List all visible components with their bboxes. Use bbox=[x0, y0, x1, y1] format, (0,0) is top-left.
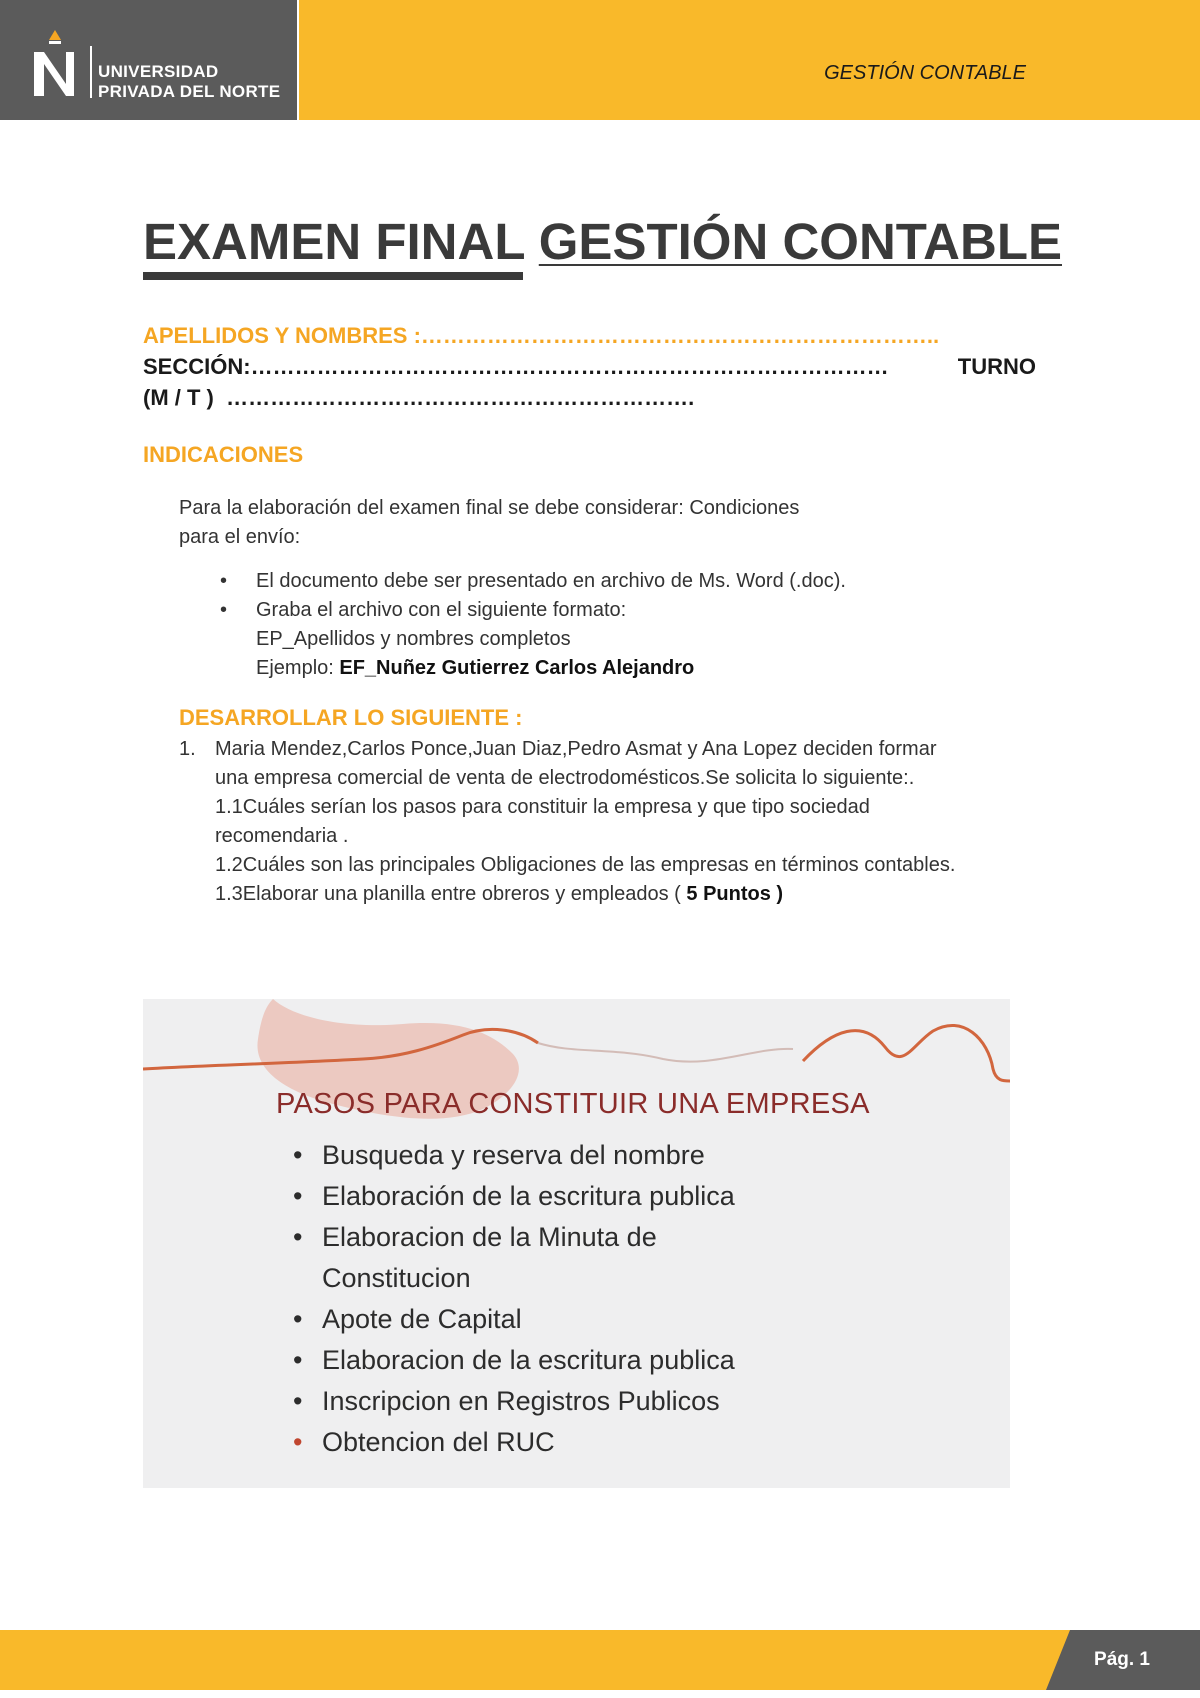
bullet-icon: • bbox=[293, 1181, 303, 1211]
indicaciones-list bbox=[220, 567, 1020, 683]
item-number: 1. bbox=[179, 738, 196, 760]
page-title: EXAMEN FINAL GESTIÓN CONTABLE bbox=[143, 213, 1062, 270]
list-item: • Apote de Capital bbox=[291, 1299, 735, 1340]
names-line: APELLIDOS Y NOMBRES :…………………………………………………………….. bbox=[143, 323, 940, 348]
header-band bbox=[299, 0, 1200, 120]
bullet-icon: • bbox=[293, 1345, 303, 1375]
list-item: • El documento debe ser presentado en archivo de Ms. Word (.doc). bbox=[220, 567, 1020, 596]
title-underline-bar bbox=[143, 272, 523, 280]
footer-band bbox=[0, 1630, 1070, 1690]
page-number: Pág. 1 bbox=[1094, 1649, 1150, 1670]
indicaciones-intro: Para la elaboración del examen final se debe considerar: Condiciones para el envío: bbox=[179, 497, 800, 548]
list-item: • Elaboracion de la escritura publica bbox=[291, 1340, 735, 1381]
university-logo bbox=[0, 0, 297, 120]
steps-list bbox=[291, 1135, 735, 1463]
list-item: • Obtencion del RUC bbox=[291, 1422, 735, 1463]
bullet-icon: • bbox=[220, 570, 228, 592]
bullet-icon: • bbox=[293, 1222, 303, 1252]
figure-title: PASOS PARA CONSTITUIR UNA EMPRESA bbox=[276, 1088, 870, 1120]
list-item: • Elaboración de la escritura publica bbox=[291, 1176, 735, 1217]
bullet-icon: • bbox=[293, 1427, 303, 1457]
university-name: UNIVERSIDAD PRIVADA DEL NORTE bbox=[98, 62, 281, 101]
indicaciones-heading: INDICACIONES bbox=[143, 442, 304, 467]
list-item: • Elaboracion de la Minuta de Constitucion bbox=[291, 1217, 735, 1299]
university-n-logo-icon bbox=[30, 28, 80, 98]
desarrollar-heading: DESARROLLAR LO SIGUIENTE : bbox=[179, 705, 523, 730]
list-item: • Inscripcion en Registros Publicos bbox=[291, 1381, 735, 1422]
bullet-icon: • bbox=[293, 1140, 303, 1170]
bullet-icon: • bbox=[220, 599, 228, 621]
desarrollar-item: 1. Maria Mendez,Carlos Ponce,Juan Diaz,Pedro Asmat y Ana Lopez deciden formar una empresa comercial de venta de electrodomésticos.Se solicita lo siguiente:. 1.1Cuáles serían los pasos para constituir la empresa y que tipo sociedad recomendaria . 1.2Cuáles son las principales Obligaciones de las empresas en términos contables. 1.3Elaborar una planilla entre obreros y empleados ( 5 Puntos ) bbox=[179, 735, 1049, 909]
bullet-icon: • bbox=[293, 1386, 303, 1416]
shift-line: (M / T ) ………………………………………………………. bbox=[143, 385, 695, 410]
list-item: • Busqueda y reserva del nombre bbox=[291, 1135, 735, 1176]
list-item: • Graba el archivo con el siguiente formato: EP_Apellidos y nombres completos Ejemplo: EF_Nuñez Gutierrez Carlos Alejandro bbox=[220, 596, 1020, 683]
section-line: SECCIÓN:…………………………………………………………………………… TURNO bbox=[143, 354, 1036, 379]
bullet-icon: • bbox=[293, 1304, 303, 1334]
logo-divider bbox=[90, 46, 92, 98]
header-subject: GESTIÓN CONTABLE bbox=[824, 62, 1026, 84]
steps-figure bbox=[143, 999, 1010, 1488]
student-info bbox=[143, 320, 1036, 413]
